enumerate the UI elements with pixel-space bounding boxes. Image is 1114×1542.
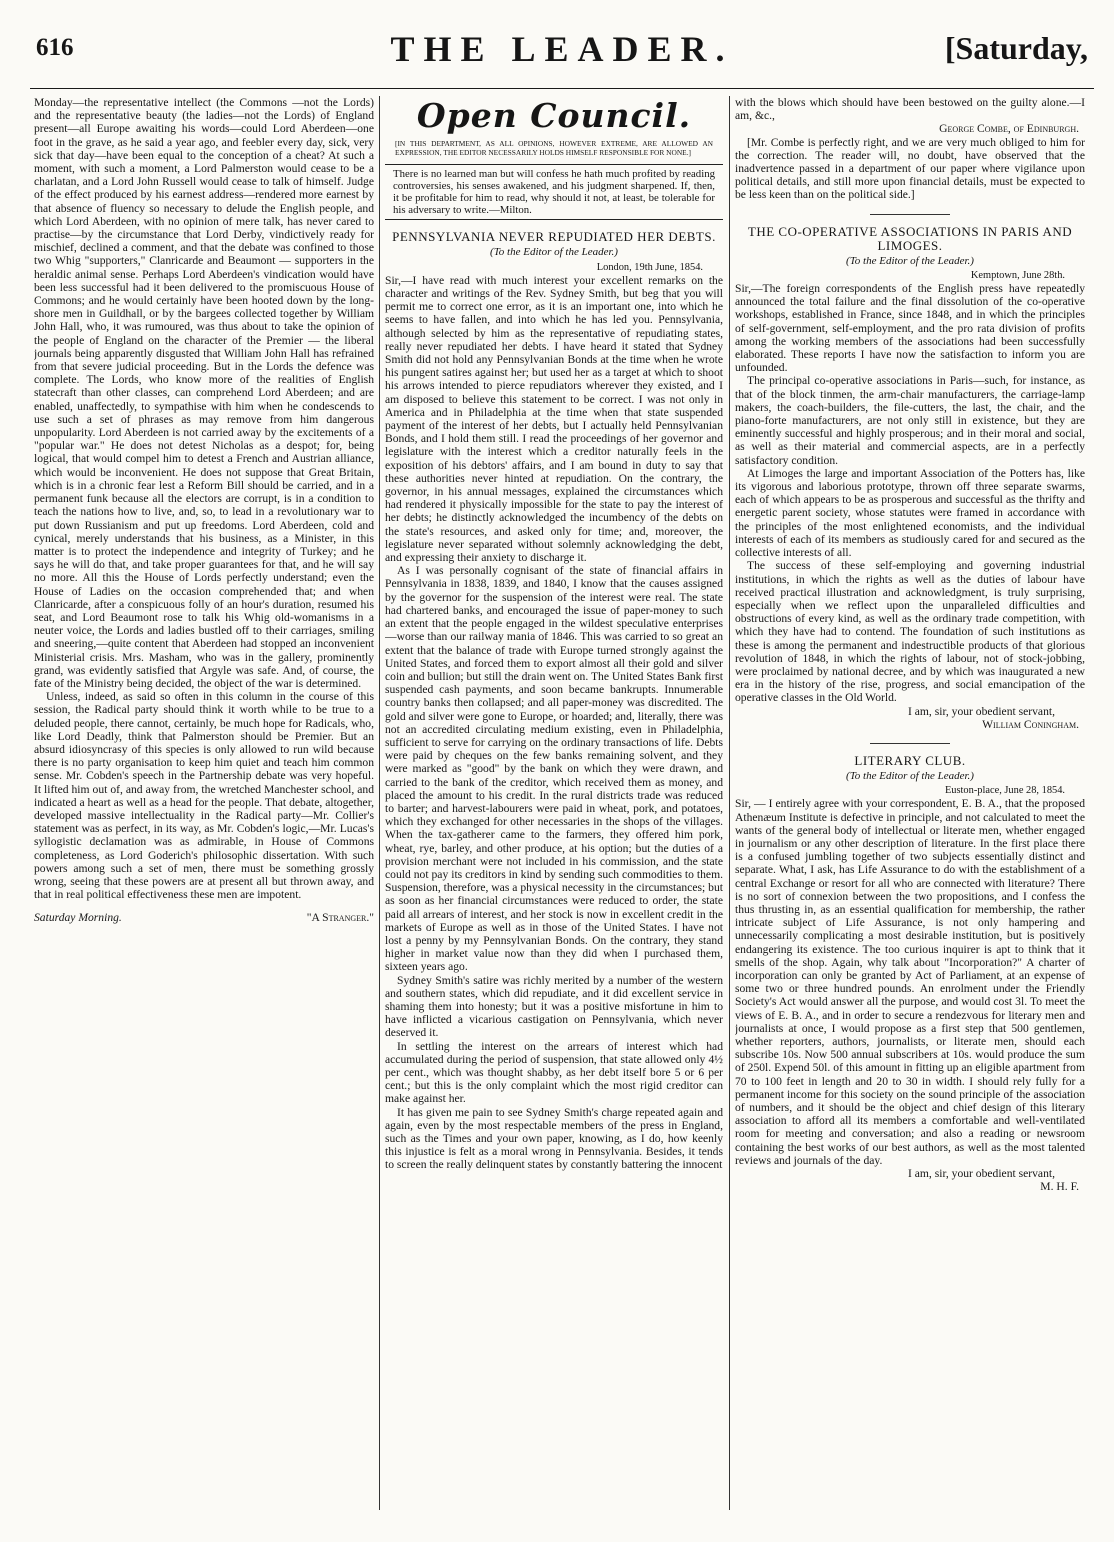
paragraph: Unless, indeed, as said so often in this column in the course of this session, the Radical party should think it worth while to be true to a deluded people, there cannot, certainly, be much hope for Radicals, who, like Lord Deadly, think that Palmerston should be Premier. But an absurd idiosyncrasy of this species is only allowed to run wild because there is no party organisation to keep him quiet and teach him common sense. Mr. Cobden's speech in the Partnership debate was very hopeful. It lifted him out of, and away from, the wretched Manchester school, and indicated a heart as well as a head for the people. That debate, altogether, developed massive intellectuality in the Radical party—Mr. Collier's statement was as perfect, in its way, as Mr. Cobden's logic,—Mr. Lucas's syllogistic declamation was as admirable, in House of Commons completeness, as Lord Goderich's philosophic dissertation. With such powers among such a set of men, there must be something grossly wrong, seeing that these powers are at present all but thrown away, and that in real political effectiveness these men are impotent. [34, 690, 374, 902]
column-rule [729, 96, 730, 1510]
section-title: Open Council. [416, 96, 692, 135]
letter-signature: William Coningham. [982, 717, 1079, 731]
column-3 [735, 96, 1085, 1510]
column-1 [34, 96, 374, 1510]
signature-date: Saturday Morning. [34, 911, 122, 925]
paragraph: Sir,—The foreign correspondents of the English press have repeatedly announced the total failure and the final dissolution of the co-operative workshops, established in France, since 1848, and in which the principles of self-government, self-employment, and the pro rata division of profits among the working members of the associations had been successfully elaborated. These reports I have now the satisfaction to inform you are unfounded. [735, 282, 1085, 375]
letter-signature: George Combe, of Edinburgh. [939, 122, 1079, 136]
letter-closing: I am, sir, your obedient servant, [908, 704, 1055, 718]
paragraph: In settling the interest on the arrears of interest which had accumulated during the period of suspension, that state allowed only 4½ per cent., which was thought shabby, as her debt itself bore 5 or 6 per cent.; but this is the only complaint which the most rigid creditor can make against her. [385, 1039, 723, 1106]
editor-bracket-note: [Mr. Combe is perfectly right, and we are very much obliged to him for the correction. The reader will, no doubt, have observed that the inadvertence passed in a department of our paper where vigilance upon political details, and still more upon financial details, must be expected to be less keen than on the political side.] [735, 135, 1085, 202]
column-signature [34, 911, 374, 924]
column-2 [385, 96, 723, 1510]
dateline: Euston-place, June 28, 1854. [944, 785, 1065, 797]
paragraph: Monday—the representative intellect (the Commons —not the Lords) and the representative beauty (the ladies—not the Lords) of England present—all Europe awaiting his words—could Lord Aberdeen—one foot in the grave, as he said a year ago, and feebler every day, sick, very sick that day—have been equal to the conception of a cheat? At such a moment, with such a moment, a Lord Palmerston would cease to be a charlatan, and a Lord John Russell would cease to talk of himself. Judge of the effect produced by his earnest address—rendered more earnest by that absence of fluency so necessary to delude the English people, and which Lord Aberdeen, with no opinion of mere talk, has never cared to practise—by the circumstance that Lord Derby, vindictively ready for mischief, declined a comment, and that the debate was confined to those two Whig "supporters," Clanricarde and Beaumont — supporters in the heraldic animal sense. Perhaps Lord Aberdeen's vindication would have been less successful had it been delivered to the promiscuous House of Commons; and he would certainly have been hooted down by the long-shore men in Guildhall, or by the bargees collected together by William John Hall, who, it was rumoured, was thus about to take the opinion of the people of England on the character of the Premier — the liberal journals being apparently disgusted that William John Hall has refrained from that severe judicial proceeding. But in the Lords the defence was complete. The Lords, who know more of the realities of English statecraft than other classes, can comprehend Lord Aberdeen; and are enabled, unaffectedly, to sympathise with him when he condescends to use such a set of phrases as may remove from him dangerous unpopularity. Lord Aberdeen is not carried away by the excitements of a "popular war." He does not detest Nicholas as a despot; for, being logical, that would compel him to detest a French and Austrian alliance, which would be inconvenient. He does not suppose that Great Britain, which is in a chronic fear lest a Reform Bill should be carried, and in a permanent funk because all the electors are corrupt, is in a condition to teach the nations how to live, and, so, to lead in a revolutionary war to put down Russianism and put up freedoms. Lord Aberdeen, cold and cynical, merely understands that his business, as a Minister, in this matter is to protect the independence and integrity of Turkey; and he says he will do that, and take proper guarantees for that, and he will say no more. All this the House of Lords perfectly understand; even the House of Ladies on the occasion comprehended that; and when Clanricarde, after a conspicuous folly of an hour's duration, resumed his seat, and Lord Beaumont rose to talk his Whig old-womanisms in a neuter voice, the Lords and ladies bustled off to their carriages, smiling and sneering,—quite content that Aberdeen had stopped an inconvenient Ministerial crisis. Mrs. Masham, who was in the gallery, prominently grand, was evidently satisfied that Argyle was safe. And, of course, the fate of the Ministry being decided, the object of the war is determined. [34, 96, 374, 690]
editor-note: [IN THIS DEPARTMENT, AS ALL OPINIONS, HOWEVER EXTREME, ARE ALLOWED AN EXPRESSION, THE EDITOR NECESSARILY HOLDS HIMSELF RESPONSIBLE FOR NONE.] [395, 139, 713, 157]
letter-signature: M. H. F. [1040, 1180, 1079, 1194]
masthead [30, 26, 1094, 89]
page-number: 616 [36, 34, 74, 61]
paragraph: The success of these self-employing and governing industrial institutions, in which the rights as well as the duties of labour have received practical illustration and acknowledgment, is truly surprising, especially when we reflect upon the unparalleled difficulties and obstructions of every kind, as well as the ordinary trade competition, with which they have had to contend. The foundation of such institutions as these is among the permanent and indestructible products of that glorious revolution of 1848, in which the rights of labour, not of stock-jobbing, were proclaimed by national decree, and by which was inaugurated a new era in the history of the rise, progress, and social emancipation of the operative classes in the Old World. [735, 559, 1085, 705]
letter-closing: I am, sir, your obedient servant, [908, 1167, 1055, 1181]
paragraph: Sir, — I entirely agree with your correspondent, E. B. A., that the proposed Athenæum Institute is defective in principle, and not calculated to meet the wants of the general body of intellectual or literate men, whether engaged in journalism or any other description of literature. In the first place there is a confused jumbling together of two subjects essentially distinct and separate. What, I ask, has Life Assurance to do with the establishment of a central Exchange or resort for all who are connected with literature? There is no sort of connexion between the two propositions, and I confess the thus thrusting in, as an essential qualification for membership, the rather intricate subject of Life Assurance, is not only hampering and unnecessarily complicating a most desirable institution, but is positively endangering its existence. The too curious inquirer is apt to think that it smells of the shop. Again, why talk about "Incorporation?" A charter of incorporation can only be granted by Act of Parliament, at an expense of some two or three hundred pounds. An enrolment under the Friendly Society's Act would answer all the purpose, and would cost 3l. To meet the views of E. B. A., and in order to secure a rendezvous for literary men and journalists at once, I would propose as a first step that 500 gentlemen, whether reporters, authors, journalists, or literate men, should each subscribe 10s. Now 500 annual subscribers at 10s. would produce the sum of 250l. Expend 50l. of this amount in fitting up an eligible apartment from 70 to 100 feet in length and 20 to 30 in width. I should rely fully for a permanent income for this society on the sound principle of the association of numbers, and it should be the object and chief design of this literary association to afford all its members a comfortable and well-ventilated room for meeting and conversation; and also a reading or newsroom containing the best works of our best authors, as well as the most talented reviews and journals of the day. [735, 797, 1085, 1167]
signature-author: "A Stranger." [306, 911, 374, 925]
divider [870, 743, 950, 744]
dateline: Kemptown, June 28th. [970, 269, 1065, 281]
paragraph: The principal co-operative associations in Paris—such, for instance, as that of the block tinmen, the arm-chair manufacturers, the carriage-lamp makers, the coach-builders, the file-cutters, the last, the chair, and the piano-forte manufacturers, are not only still in existence, but they are eminently successful and highly prosperous; and in their moral and social, as well as their material and commercial aspects, are in a perfectly satisfactory condition. [735, 374, 1085, 467]
to-editor-line: (To the Editor of the Leader.) [490, 246, 618, 259]
paragraph: Sir,—I have read with much interest your excellent remarks on the character and writings of the Rev. Sydney Smith, but beg that you will permit me to correct one error, as it is an important one, into which he seems to have fallen, and into which he has led you. Pennsylvania, although selected by him as the representative of repudiating states, really never repudiated her debts. I have heard it stated that Sydney Smith did not hold any Pennsylvanian Bonds at the time when he wrote his pungent satires against her; but used her as a target at which to shoot his arrows intended to pierce repudiators wherever they existed, and I am disposed to believe this statement to be correct. I was not only in America and in Philadelphia at the time when that state suspended payment of the interest of her debts, but I actually held Pennsylvanian Bonds, and I hold them still. I read the proceedings of her governor and legislature with the interest which a creditor naturally feels in the exposition of his debtors' affairs, and I am bound in duty to say that these authorities never hinted at repudiation. On the contrary, the governor, in his annual messages, explained the circumstances which had rendered it physically impossible for the state to pay the interest of her debts; he distinctly acknowledged the incumbency of the debts on the state's resources, and asked only for time; and, moreover, the legislature never separated without solemnly acknowledging the debt, and expressing their anxiety to discharge it. [385, 273, 723, 565]
paragraph: As I was personally cognisant of the state of financial affairs in Pennsylvania in 1838, 1839, and 1840, I know that the causes assigned by the governor for the suspension of the interest were real. The state had chartered banks, and encouraged the issue of paper-money to such an extent that the people engaged in the wildest speculative enterprises —worse than our railway mania of 1846. This was carried to so great an extent that the balance of trade with Europe turned strongly against the United States, and forced them to export almost all their gold and silver coin and bullion; but still the drain went on. The United States Bank first suspended cash payments, and soon became bankrupts. Innumerable country banks then collapsed; and all paper-money was discredited. The gold and silver were gone to Europe, or hoarded; and, literally, there was not an accredited circulating medium existing, even in Philadelphia, sufficient to serve for carrying on the ordinary transactions of life. Debts were paid by cheques on the few banks remaining solvent, and they were marked as "good" by the bank on which they were drawn, and carried to the bank of the creditor, which received them as money, and placed the amount to his credit. In the rural districts trade was reduced to barter; and harvest-labourers were paid in wheat, pork, and potatoes, which they exchanged for other necessaries in the shops of the villages. When the tax-gatherer came to the farmers, they offered him pork, wheat, rye, barley, and other produce, at his option; but the duties of a provision merchant were not included in his commission, and the state could not pay its creditors in kind by sending such commodities to them. Suspension, therefore, was a physical necessity in the circumstances; but as soon as her financial circumstances were reduced to order, the state paid all arrears of interest, and her stock is now in excellent credit in the markets of Europe as well as in those of the United States. I have not lost a penny by my Pennsylvanian Bonds. On the contrary, they stand higher in market value now than they did when I purchased them, sixteen years ago. [385, 564, 723, 974]
article-title: THE CO-OPERATIVE ASSOCIATIONS IN PARIS AND LIMOGES. [747, 223, 1073, 253]
article-title: PENNSYLVANIA NEVER REPUDIATED HER DEBTS. [392, 229, 716, 245]
to-editor-line: (To the Editor of the Leader.) [846, 254, 974, 267]
column-rule [379, 96, 380, 1510]
issue-day: [Saturday, [944, 30, 1088, 66]
paragraph: At Limoges the large and important Association of the Potters has, like its vigorous and laborious prototype, thrown off three separate swarms, each of which appears to be as prosperous and successful as the thrifty and energetic parent society, whose statutes were framed in accordance with the principles of the most enlightened economists, and the individual interests of each of its members as studiously cared for and secured as the collective interests of all. [735, 466, 1085, 560]
dateline: London, 19th June, 1854. [596, 261, 703, 273]
newspaper-title: THE LEADER. [390, 29, 734, 69]
paragraph: with the blows which should have been bestowed on the guilty alone.—I am, &c., [735, 96, 1085, 123]
divider [870, 214, 950, 215]
article-title: LITERARY CLUB. [854, 752, 966, 768]
epigraph-quote: There is no learned man but will confess he hath much profited by reading controversies, his senses awakened, and his judgment sharpened. If, then, it be profitable for him to read, why should it not, at least, be tolerable for his adversary to write.—Milton. [385, 164, 723, 221]
paragraph: It has given me pain to see Sydney Smith's charge repeated again and again, even by the most respectable members of the press in England, such as the Times and your own paper, knowing, as I do, how keenly this injustice is felt as a moral wrong in Pennsylvania. Besides, it tends to screen the really delinquent states by constantly battering the innocent [385, 1105, 723, 1172]
to-editor-line: (To the Editor of the Leader.) [846, 769, 974, 782]
paragraph: Sydney Smith's satire was richly merited by a number of the western and southern states, which did repudiate, and it did excellent service in shaming them into honesty; but it was a positive misfortune in him to have inflicted a vicarious castigation on Pennsylvania, which never deserved it. [385, 973, 723, 1040]
